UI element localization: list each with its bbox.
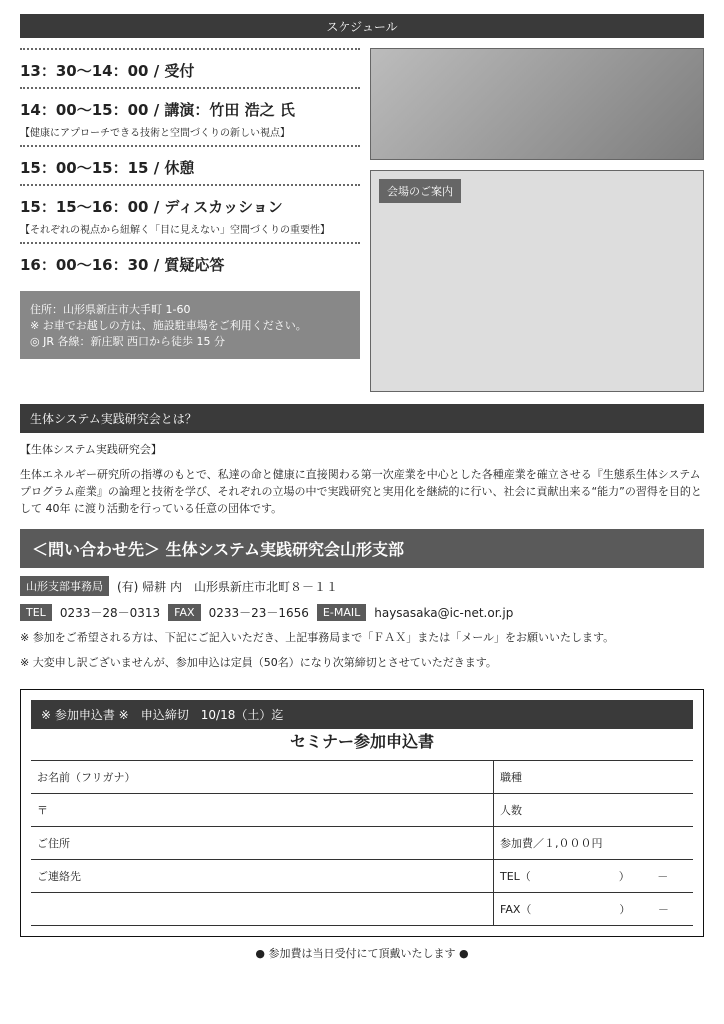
fax-tag: FAX <box>168 604 200 621</box>
contact-title <box>20 529 704 568</box>
schedule-header <box>20 14 704 38</box>
schedule-time: 13：30〜14：00 / 受付 <box>20 62 195 80</box>
schedule-note: 【健康にアプローチできる技術と空間づくりの新しい視点】 <box>20 128 290 139</box>
schedule-title: スケジュール <box>326 19 398 34</box>
venue-address: 住所：山形県新庄市大手町 1-60 <box>30 303 191 316</box>
venue-note: ※ お車でお越しの方は、施設駐車場をご利用ください。 <box>30 319 307 332</box>
venue-map <box>370 170 704 392</box>
schedule-time: 15：00〜15：15 / 休憩 <box>20 159 195 177</box>
tel-number: 0233－28－0313 <box>59 606 161 621</box>
form-footer: ● 参加費は当日受付にて頂戴いたします ● <box>255 947 469 961</box>
tel-tag: TEL <box>20 604 52 621</box>
job-label: 職種 <box>500 771 522 785</box>
email-address[interactable]: haysasaka@ic-net.or.jp <box>374 605 514 620</box>
contact-office-line <box>20 576 704 596</box>
map-title: 会場のご案内 <box>379 179 461 203</box>
schedule-item <box>20 48 360 87</box>
event-photo <box>370 48 704 160</box>
name-label: お名前（フリガナ） <box>31 761 494 793</box>
form-deadline: 申込締切 10/18（土）迄 <box>140 708 284 723</box>
form-bar <box>31 700 693 729</box>
form-heading: セミナー参加申込書 <box>289 732 434 752</box>
schedule-item <box>20 184 360 242</box>
contact-label: ＜問い合わせ先＞ <box>32 540 161 560</box>
venue-note: ◎ JR 各線：新庄駅 西口から徒歩 15 分 <box>30 335 225 348</box>
count-label: 人数 <box>500 804 522 818</box>
form-table <box>31 760 693 926</box>
about-text: 生体エネルギー研究所の指導のもとで、私達の命と健康に直接関わる第一次産業を中心とした各種産業を確立させる『生態系生体システムプログラム産業』の論理と技術を学び、それぞれの立場の中で実践研究と実用化を継続的に行い、社会に貢献出来る“能力”の習得を目的として 40年 に渡り活動を行っている任意の団体です。 <box>20 468 702 516</box>
fax-line: FAX（ ） － <box>500 903 669 917</box>
schedule-note: 【それぞれの視点から紐解く「目に見えない」空間づくりの重要性】 <box>20 225 330 236</box>
about-section <box>20 404 704 517</box>
fee-label: 参加費／１,０００円 <box>500 837 603 851</box>
contact-details <box>20 604 704 621</box>
address-label: ご住所 <box>31 827 494 859</box>
contact-note-2: ※ 大変申し訳ございませんが、参加申込は定員（50名）になり次第締切とさせていただきます。 <box>20 656 497 670</box>
schedule-item <box>20 145 360 184</box>
fax-number: 0233－23－1656 <box>208 606 309 621</box>
schedule-item <box>20 87 360 145</box>
venue-visuals <box>370 48 704 392</box>
tel-line: TEL（ ） － <box>500 870 669 884</box>
application-form <box>20 689 704 937</box>
schedule-list <box>20 48 360 392</box>
contact-name: 生体システム実践研究会山形支部 <box>165 540 404 560</box>
schedule-item <box>20 242 360 281</box>
office-address: (有) 帰耕 内 山形県新庄市北町８－１１ <box>117 579 338 594</box>
venue-address-box <box>20 291 360 359</box>
about-header: 生体システム実践研究会とは？ <box>20 404 704 433</box>
schedule-time: 15：15〜16：00 / ディスカッション <box>20 198 283 216</box>
schedule-time: 16：00〜16：30 / 質疑応答 <box>20 256 225 274</box>
form-bar-title: ※ 参加申込書 ※ <box>41 708 129 723</box>
contact-note-1: ※ 参加をご希望される方は、下記にご記入いただき、上記事務局まで「ＦＡＸ」または「メール」をお願いいたします。 <box>20 631 615 645</box>
office-tag: 山形支部事務局 <box>20 576 109 596</box>
schedule-time: 14：00〜15：00 / 講演：竹田 浩之 氏 <box>20 101 295 119</box>
postal-label: 〒 <box>31 794 494 826</box>
contact-section <box>20 529 704 671</box>
contact-label: ご連絡先 <box>31 860 494 892</box>
email-tag: E-MAIL <box>317 604 366 621</box>
about-title: 【生体システム実践研究会】 <box>20 443 162 456</box>
